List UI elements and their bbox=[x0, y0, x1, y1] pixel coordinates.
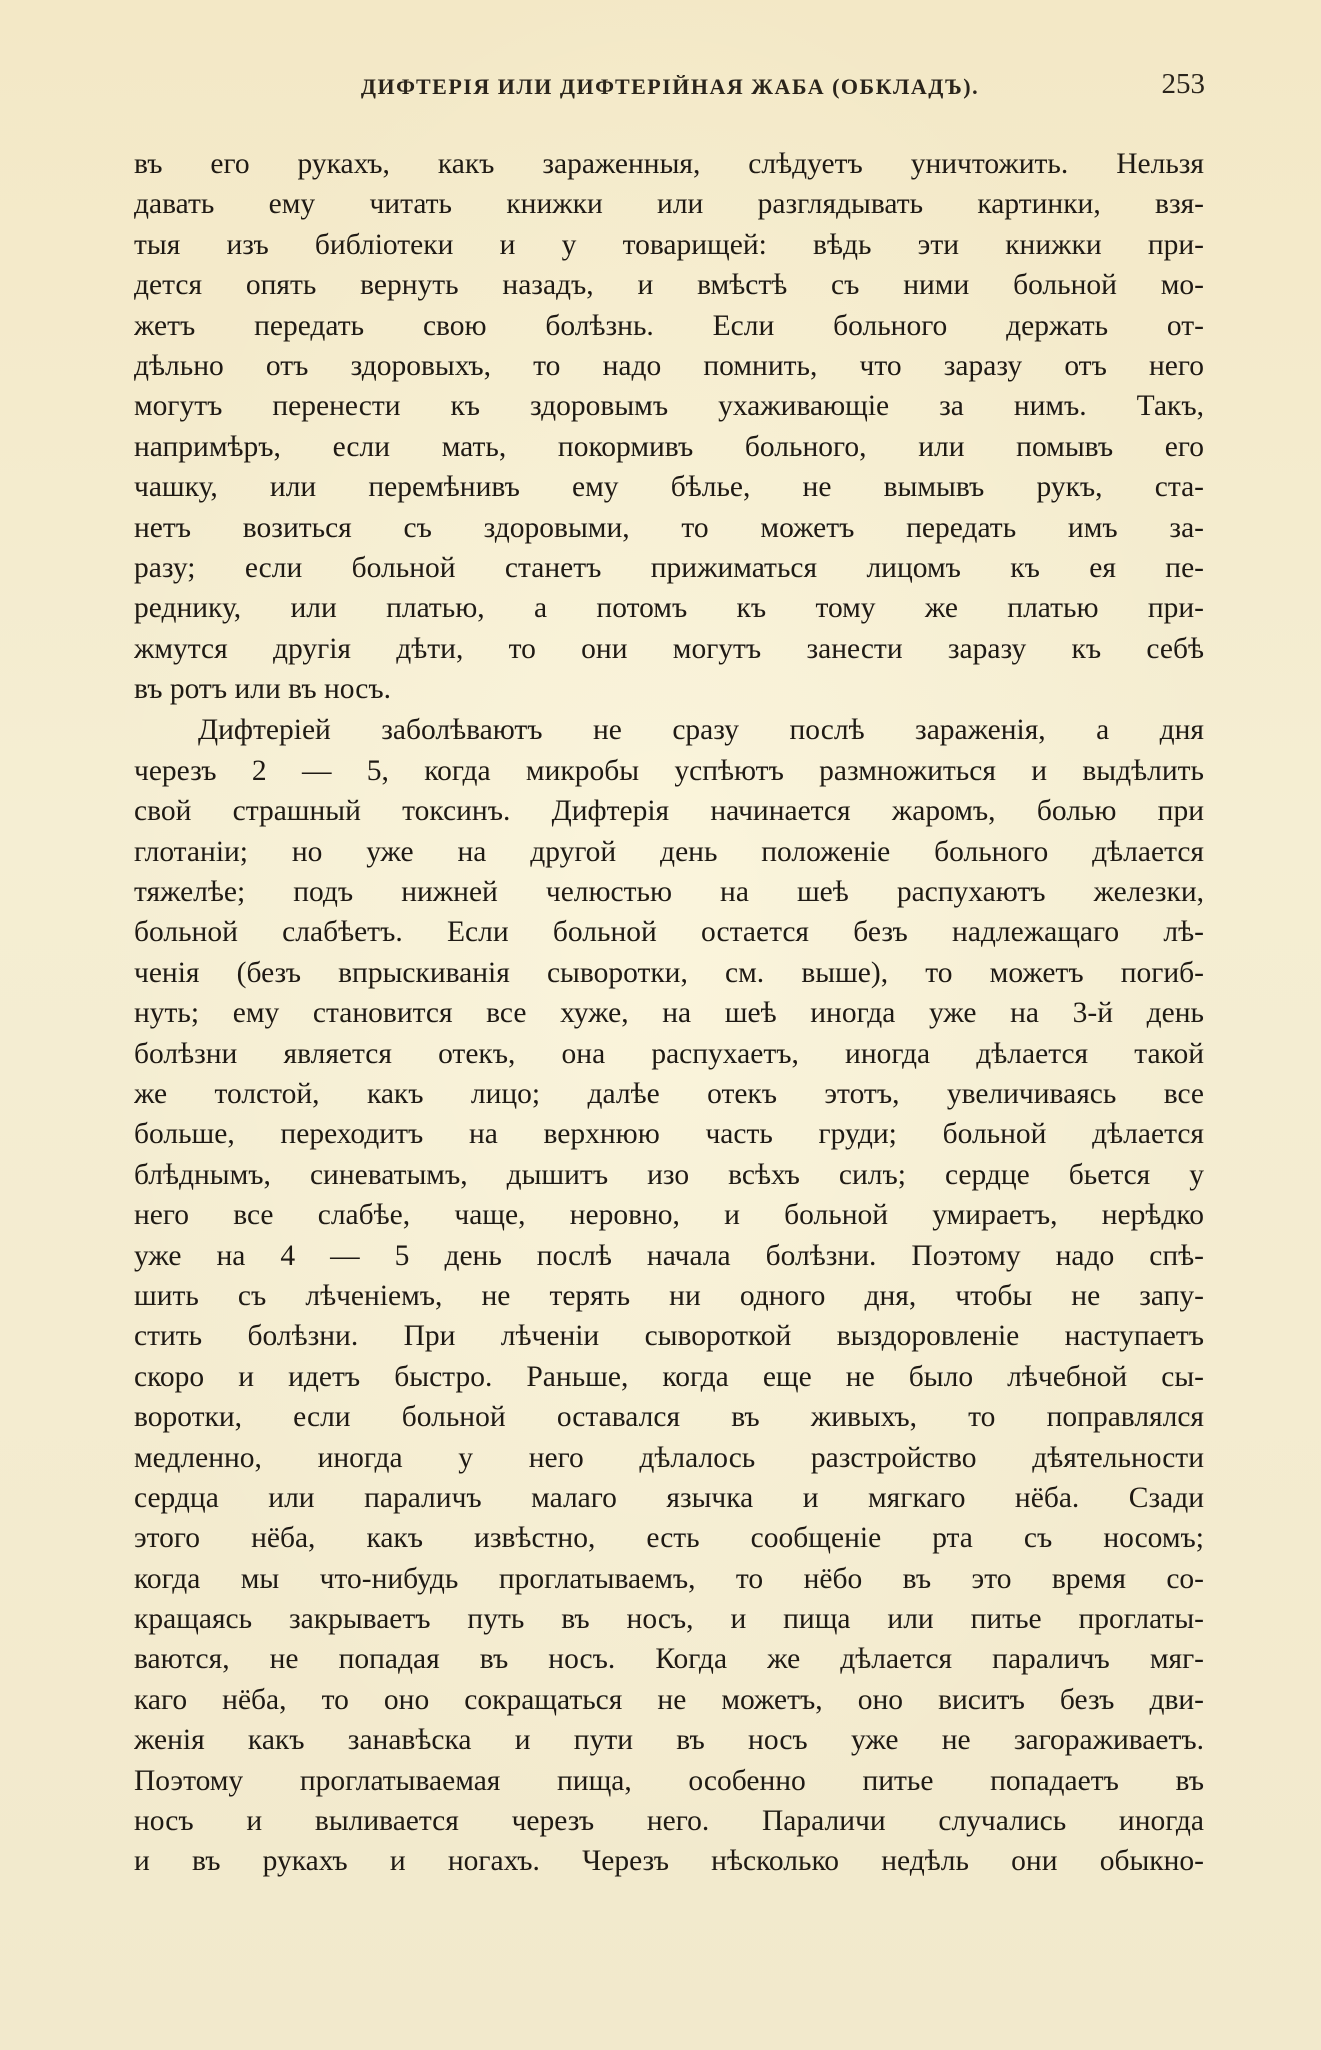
text-line: черезъ 2 — 5, когда микробы успѣютъ размножиться и выдѣлить bbox=[134, 754, 1204, 787]
text-line: Поэтому проглатываемая пища, особенно питье попадаетъ въ bbox=[134, 1764, 1204, 1797]
text-line: кращаясь закрываетъ путь въ носъ, и пища или питье проглаты- bbox=[134, 1603, 1204, 1636]
text-line: носъ и выливается черезъ него. Параличи случались иногда bbox=[134, 1805, 1204, 1838]
text-line: чашку, или перемѣнивъ ему бѣлье, не вымывъ рукъ, ста- bbox=[134, 471, 1204, 504]
running-head bbox=[135, 68, 1205, 108]
paragraph bbox=[134, 710, 1204, 1881]
text-line: блѣднымъ, синеватымъ, дышитъ изо всѣхъ силъ; сердце бьется у bbox=[134, 1158, 1204, 1191]
text-line: напримѣръ, если мать, покормивъ больного, или помывъ его bbox=[134, 430, 1204, 463]
paragraph bbox=[134, 144, 1204, 709]
text-line: ченія (безъ впрыскиванія сыворотки, см. выше), то можетъ погиб- bbox=[134, 956, 1204, 989]
text-line: въ его рукахъ, какъ зараженныя, слѣдуетъ уничтожить. Нельзя bbox=[134, 148, 1204, 180]
text-line: нетъ возиться съ здоровыми, то можетъ передать имъ за- bbox=[134, 511, 1204, 544]
text-line: медленно, иногда у него дѣлалось разстройство дѣятельности bbox=[134, 1441, 1204, 1474]
text-line: каго нёба, то оно сокращаться не можетъ, оно виситъ безъ дви- bbox=[134, 1683, 1204, 1716]
text-line: же толстой, какъ лицо; далѣе отекъ этотъ, увеличиваясь все bbox=[134, 1077, 1204, 1110]
text-line: женія какъ занавѣска и пути въ носъ уже не загораживаетъ. bbox=[134, 1724, 1204, 1757]
text-line: дется опять вернуть назадъ, и вмѣстѣ съ ними больной мо- bbox=[134, 269, 1204, 302]
body-text bbox=[134, 144, 1204, 1882]
text-line: шить съ лѣченіемъ, не терять ни одного дня, чтобы не запу- bbox=[134, 1279, 1204, 1312]
text-line: этого нёба, какъ извѣстно, есть сообщеніе рта съ носомъ; bbox=[134, 1522, 1204, 1555]
text-line: разу; если больной станетъ прижиматься лицомъ къ ея пе- bbox=[134, 551, 1204, 584]
page-number: 253 bbox=[1161, 68, 1205, 100]
text-line: болѣзни является отекъ, она распухаетъ, иногда дѣлается такой bbox=[134, 1037, 1204, 1070]
text-line: уже на 4 — 5 день послѣ начала болѣзни. Поэтому надо спѣ- bbox=[134, 1239, 1204, 1272]
text-line: тяжелѣе; подъ нижней челюстью на шеѣ распухаютъ железки, bbox=[134, 876, 1204, 909]
text-line: него все слабѣе, чаще, неровно, и больной умираетъ, нерѣдко bbox=[134, 1199, 1204, 1232]
text-line: больной слабѣетъ. Если больной остается безъ надлежащаго лѣ- bbox=[134, 916, 1204, 949]
text-line: жетъ передать свою болѣзнь. Если больного держать от- bbox=[134, 309, 1204, 342]
text-line: нуть; ему становится все хуже, на шеѣ иногда уже на 3-й день bbox=[134, 997, 1204, 1030]
text-line: реднику, или платью, а потомъ къ тому же платью при- bbox=[134, 592, 1204, 625]
text-line: давать ему читать книжки или разглядывать картинки, взя- bbox=[134, 188, 1204, 221]
text-line: тыя изъ библіотеки и у товарищей: вѣдь эти книжки при- bbox=[134, 228, 1204, 261]
text-line: могутъ перенести къ здоровымъ ухаживающіе за нимъ. Такъ, bbox=[134, 390, 1204, 423]
text-line: больше, переходитъ на верхнюю часть груди; больной дѣлается bbox=[134, 1118, 1204, 1151]
text-line: когда мы что-нибудь проглатываемъ, то нёбо въ это время со- bbox=[134, 1562, 1204, 1595]
text-line: сердца или параличъ малаго язычка и мягкаго нёба. Сзади bbox=[134, 1481, 1204, 1514]
text-line: и въ рукахъ и ногахъ. Черезъ нѣсколько недѣль они обыкно- bbox=[134, 1845, 1204, 1878]
text-line: ваются, не попадая въ носъ. Когда же дѣлается параличъ мяг- bbox=[134, 1643, 1204, 1676]
text-line: воротки, если больной оставался въ живыхъ, то поправлялся bbox=[134, 1401, 1204, 1434]
text-line: глотаніи; но уже на другой день положеніе больного дѣлается bbox=[134, 835, 1204, 868]
text-line: дѣльно отъ здоровыхъ, то надо помнить, что заразу отъ него bbox=[134, 349, 1204, 382]
running-title: ДИФТЕРІЯ ИЛИ ДИФТЕРІЙНАЯ ЖАБА (ОБКЛАДЪ). bbox=[360, 74, 980, 99]
text-line: жмутся другія дѣти, то они могутъ занести заразу къ себѣ bbox=[134, 632, 1204, 665]
text-line: Дифтеріей заболѣваютъ не сразу послѣ зараженія, а дня bbox=[198, 714, 1204, 747]
text-line: стить болѣзни. При лѣченіи сывороткой выздоровленіе наступаетъ bbox=[134, 1320, 1204, 1353]
text-line: въ ротъ или въ носъ. bbox=[134, 673, 391, 706]
text-line: скоро и идетъ быстро. Раньше, когда еще не было лѣчебной сы- bbox=[134, 1360, 1204, 1393]
text-line: свой страшный токсинъ. Дифтерія начинается жаромъ, болью при bbox=[134, 795, 1204, 828]
